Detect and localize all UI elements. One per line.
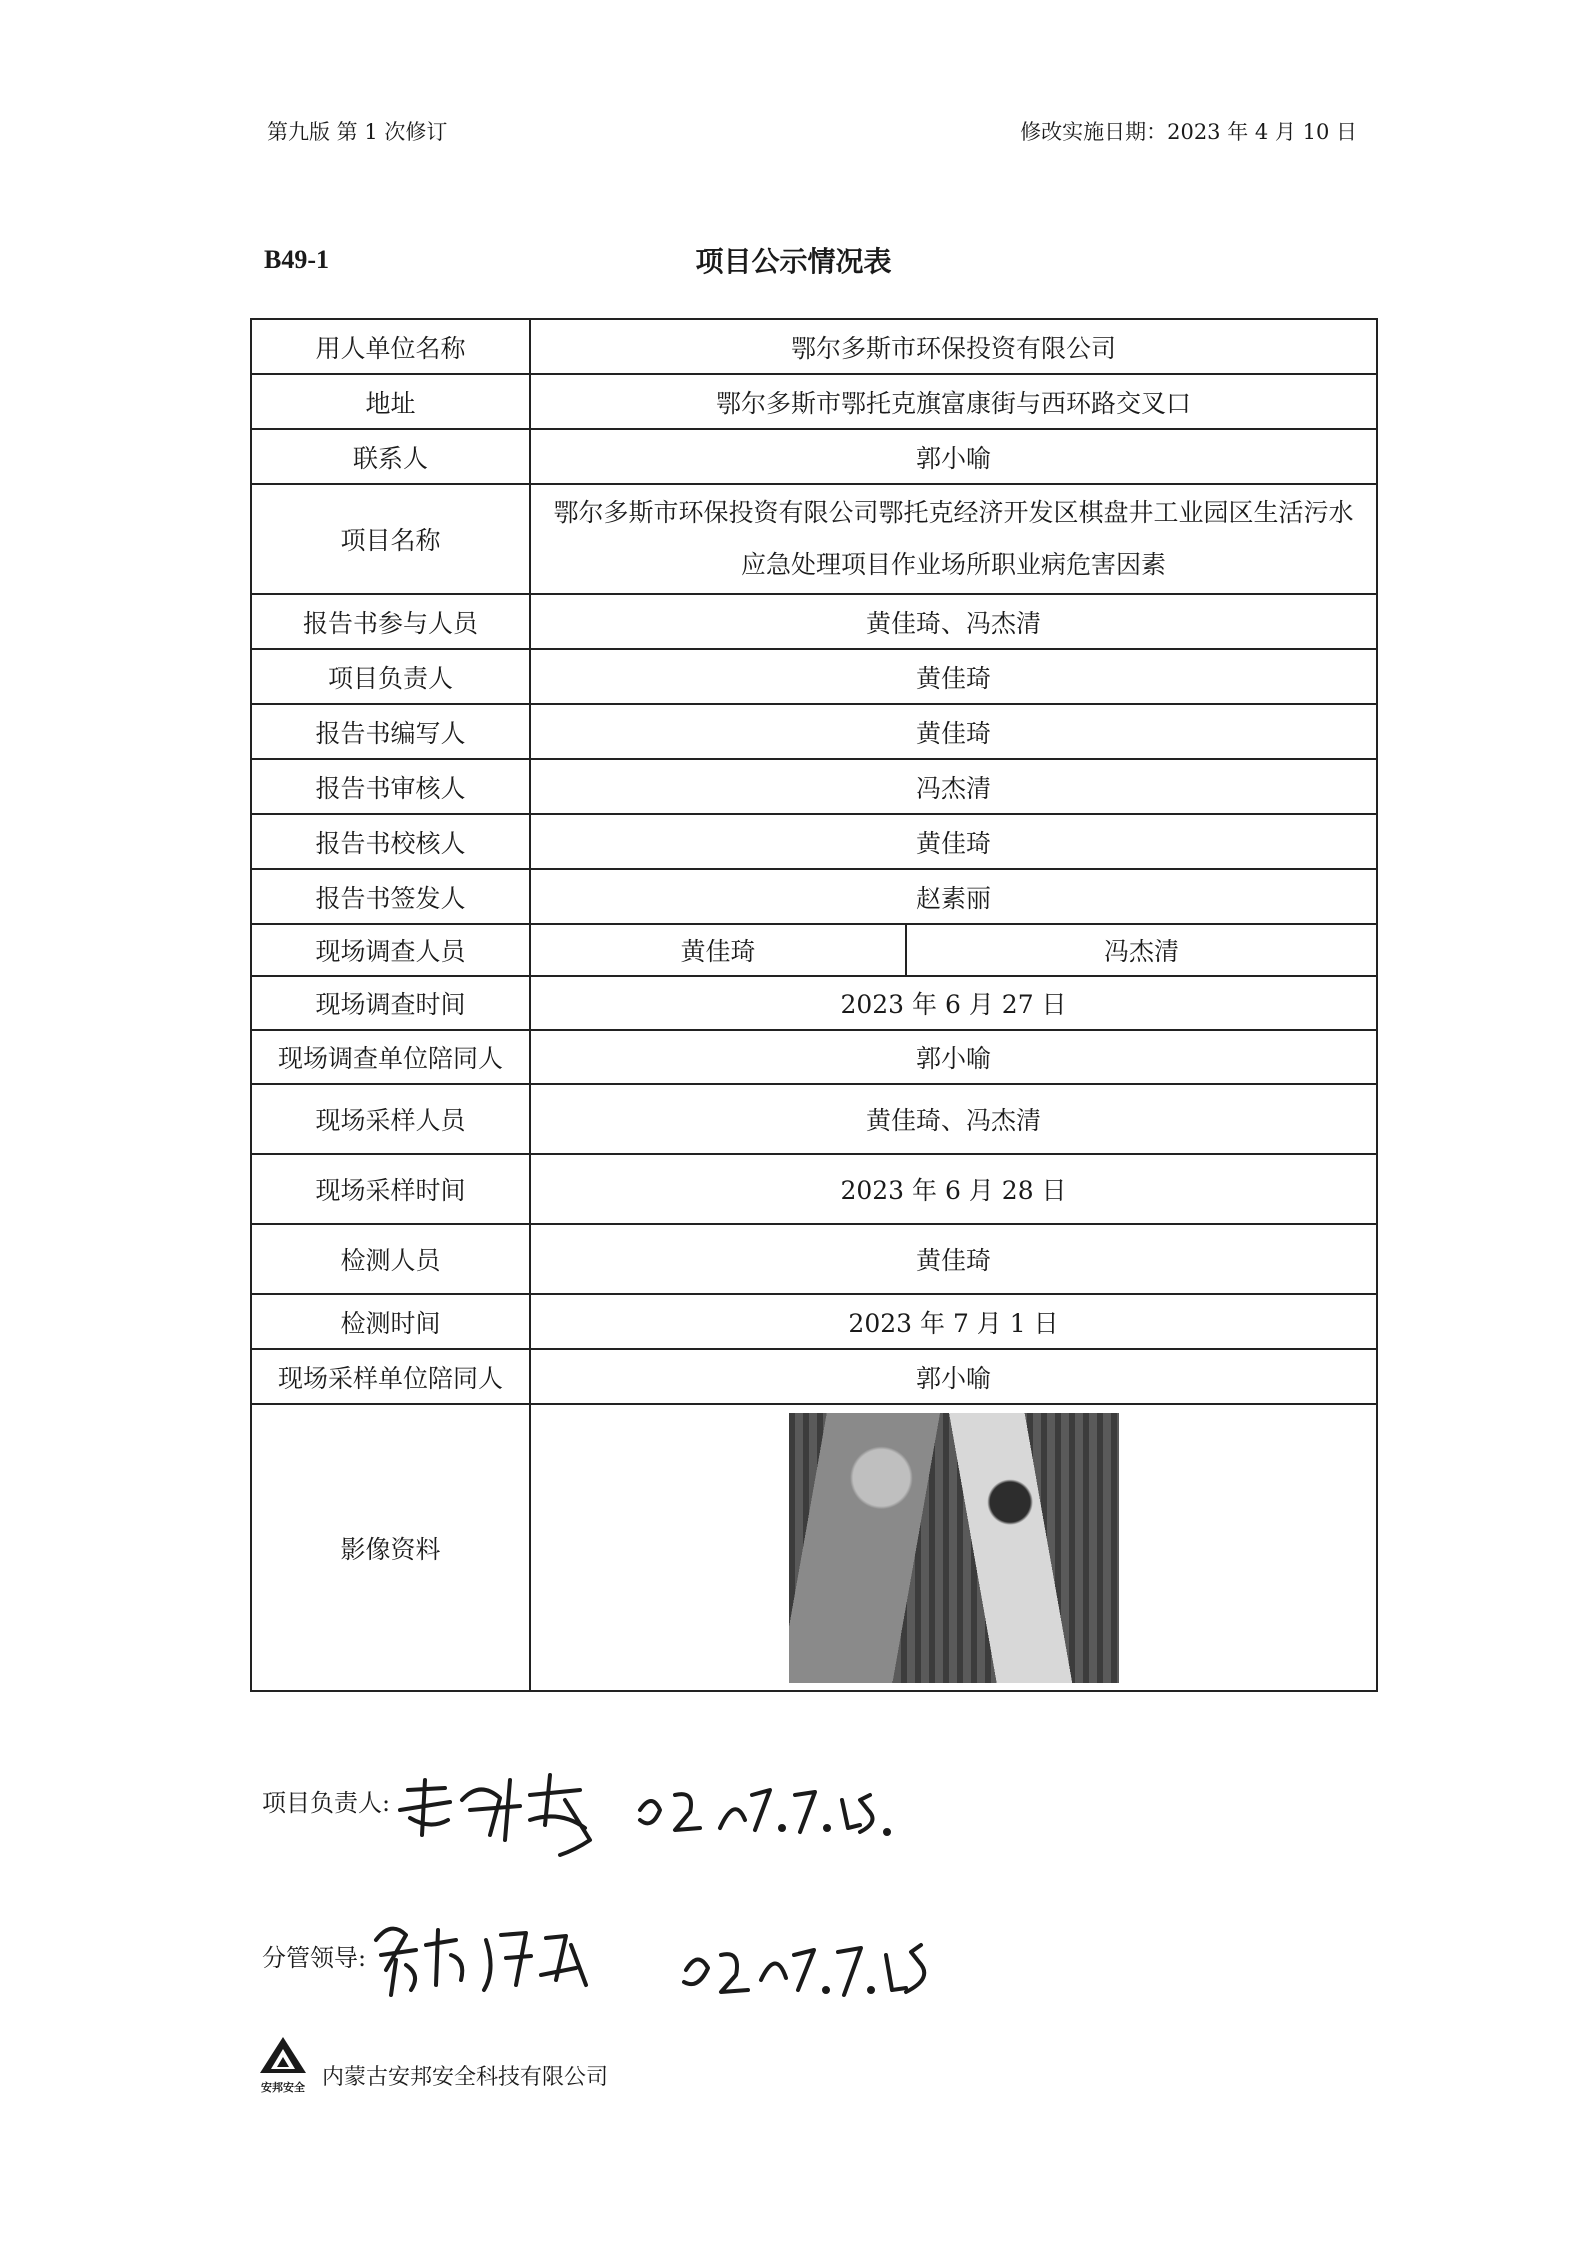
project-leader-label: 项目负责人:: [262, 1788, 391, 1817]
row-label: 报告书编写人: [251, 704, 530, 759]
row-value: 黄佳琦: [530, 704, 1377, 759]
row-value: 黄佳琦: [530, 649, 1377, 704]
table-row: [251, 1404, 1377, 1691]
row-label: 联系人: [251, 429, 530, 484]
project-info-table: [250, 318, 1378, 1692]
row-value: 赵素丽: [530, 869, 1377, 924]
row-label: 现场采样时间: [251, 1154, 530, 1224]
table-row: [251, 374, 1377, 429]
table-row: [251, 814, 1377, 869]
site-sampling-photo: [789, 1413, 1119, 1683]
row-value: 鄂尔多斯市环保投资有限公司: [530, 319, 1377, 374]
table-row: [251, 869, 1377, 924]
table-row: [251, 429, 1377, 484]
table-row: [251, 1224, 1377, 1294]
triangle-logo-icon: [258, 2035, 308, 2075]
edition-info: 第九版 第 1 次修订: [267, 120, 448, 144]
row-label: 现场采样单位陪同人: [251, 1349, 530, 1404]
row-value: 黄佳琦: [530, 814, 1377, 869]
row-value: 鄂尔多斯市鄂托克旗富康街与西环路交叉口: [530, 374, 1377, 429]
table-row: [251, 704, 1377, 759]
row-label: 报告书参与人员: [251, 594, 530, 649]
row-value: 2023 年 7 月 1 日: [530, 1294, 1377, 1349]
row-value: 冯杰清: [530, 759, 1377, 814]
table-row: [251, 1084, 1377, 1154]
form-code: B49-1: [264, 245, 329, 274]
row-label: 检测人员: [251, 1224, 530, 1294]
table-row: [251, 649, 1377, 704]
footer: [258, 2035, 608, 2095]
row-label: 用人单位名称: [251, 319, 530, 374]
row-label: 项目名称: [251, 484, 530, 594]
row-value: 2023 年 6 月 27 日: [530, 976, 1377, 1030]
row-value: 郭小喻: [530, 429, 1377, 484]
row-label: 现场调查单位陪同人: [251, 1030, 530, 1084]
project-leader-signature-row: [262, 1740, 910, 1860]
row-value-left: 黄佳琦: [530, 924, 906, 976]
table-row: [251, 976, 1377, 1030]
supervisor-signature-row: [262, 1900, 966, 2010]
row-value: 2023 年 6 月 28 日: [530, 1154, 1377, 1224]
project-name-value: 鄂尔多斯市环保投资有限公司鄂托克经济开发区棋盘井工业园区生活污水应急处理项目作业场所职业病危害因素: [530, 484, 1377, 594]
effective-date: 修改实施日期：2023 年 4 月 10 日: [1020, 120, 1357, 144]
row-label: 项目负责人: [251, 649, 530, 704]
table-row: [251, 1349, 1377, 1404]
row-label: 报告书校核人: [251, 814, 530, 869]
row-value-right: 冯杰清: [906, 924, 1377, 976]
row-label: 现场采样人员: [251, 1084, 530, 1154]
row-label: 现场调查人员: [251, 924, 530, 976]
table-row: [251, 1294, 1377, 1349]
row-value: 黄佳琦、冯杰清: [530, 1084, 1377, 1154]
table-row: [251, 594, 1377, 649]
form-title: 项目公示情况表: [695, 245, 892, 278]
project-leader-signature: [390, 1740, 910, 1860]
table-row: [251, 1030, 1377, 1084]
row-label: 报告书审核人: [251, 759, 530, 814]
table-row: [251, 759, 1377, 814]
row-label: 地址: [251, 374, 530, 429]
photo-cell: [530, 1404, 1377, 1691]
company-name: 内蒙古安邦安全科技有限公司: [322, 2065, 609, 2090]
row-value: 黄佳琦: [530, 1224, 1377, 1294]
table-row: [251, 1154, 1377, 1224]
supervisor-signature: [366, 1900, 966, 2010]
row-value: 郭小喻: [530, 1349, 1377, 1404]
row-label: 报告书签发人: [251, 869, 530, 924]
row-label: 现场调查时间: [251, 976, 530, 1030]
table-row: [251, 319, 1377, 374]
row-value: 黄佳琦、冯杰清: [530, 594, 1377, 649]
table-row: [251, 484, 1377, 594]
table-row: [251, 924, 1377, 976]
row-label: 检测时间: [251, 1294, 530, 1349]
supervisor-label: 分管领导:: [262, 1943, 367, 1972]
logo-text: 安邦安全: [261, 2081, 305, 2094]
row-label: 影像资料: [251, 1404, 530, 1691]
row-value: 郭小喻: [530, 1030, 1377, 1084]
company-logo: [258, 2035, 308, 2095]
